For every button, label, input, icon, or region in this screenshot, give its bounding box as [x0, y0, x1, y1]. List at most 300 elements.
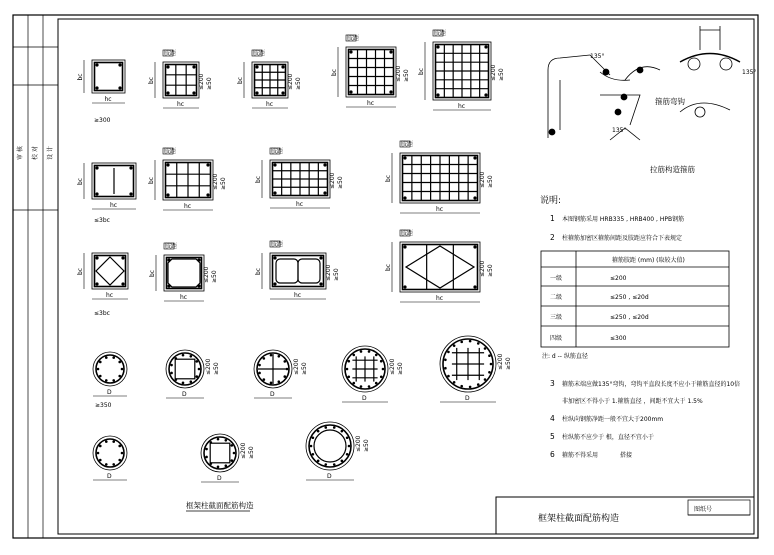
table-row-2-value: ≤250 , ≤20d [610, 294, 649, 301]
dim-ge50: ≥50 [213, 362, 220, 375]
rebar-dot [233, 452, 236, 455]
rebar-dot [352, 382, 355, 385]
rebar-dot [323, 191, 326, 194]
spacing-tag: 肢距 [164, 50, 177, 57]
rebar-dot [473, 285, 476, 288]
rebar-dot [447, 375, 450, 378]
dim-le200: ≤200 [395, 65, 402, 82]
table-header-spacing: 箍筋肢距 (mm) (取较大值) [612, 257, 685, 264]
rebar-dot [118, 445, 121, 448]
stirrup-outer [167, 258, 202, 289]
spacing-tag: 肢距 [164, 148, 177, 155]
dim-D: D [465, 395, 470, 402]
dim-hc: hc [458, 103, 466, 110]
rebar-dot [118, 86, 121, 89]
rebar-dot [375, 354, 378, 357]
note-6-text: 箍筋不得采用 [562, 452, 599, 459]
dim-ge50: ≥50 [333, 268, 340, 281]
rebar-dot [347, 376, 350, 379]
rebar-dot [206, 193, 209, 196]
note-5-text: 柱纵筋不应少于 根，直径不宜小于 [562, 434, 654, 441]
dim-bc: bc [148, 76, 155, 84]
rebar-dot [167, 258, 170, 261]
rebar-dot [197, 284, 200, 287]
rebar-dot [484, 45, 487, 48]
diamond-tie [96, 257, 124, 285]
round-section-4 [342, 346, 388, 402]
rebar-dot [118, 375, 121, 378]
dim-bc: bc [255, 267, 262, 275]
rebar-dot [333, 426, 336, 429]
table-row-3-value: ≤250 , ≤20d [610, 314, 649, 321]
rebar-dot [319, 282, 322, 285]
dim-ge50: ≥50 [295, 77, 302, 90]
spacing-tag: 肢距 [347, 35, 360, 42]
rebar-dot [121, 368, 124, 371]
dim-hc: hc [436, 295, 444, 302]
rect-section-11 [156, 243, 204, 301]
hook-angle-2: 135° [742, 69, 757, 76]
column-sections [77, 29, 512, 482]
rebar-dot [121, 452, 124, 455]
rebar-dot [206, 163, 209, 166]
rebar-dot [118, 63, 121, 66]
dim-le200: ≤200 [293, 358, 300, 375]
rebar-dot [95, 86, 98, 89]
rebar-dot [310, 445, 313, 448]
rect-section-7 [155, 148, 213, 210]
dim-le200: ≤200 [287, 73, 294, 90]
rebar-dot [380, 376, 383, 379]
rebar-dot [118, 459, 121, 462]
dim-le200: ≤200 [479, 260, 486, 277]
rebar-dot [263, 357, 266, 360]
rebar-dot [270, 354, 273, 357]
stirrup-outer [95, 256, 126, 287]
rebar-dot [380, 360, 383, 363]
dim-ratio-1: ≤3bc [94, 217, 110, 224]
rebar-dot [403, 156, 406, 159]
note-3-text: 箍筋末端应做135°弯钩，弯钩平直段长度不应小于箍筋直径的10倍 [562, 381, 741, 388]
rebar-dot [341, 460, 344, 463]
rebar-dot [166, 65, 169, 68]
dim-le200: ≤200 [497, 353, 504, 370]
rebar-dot [360, 385, 363, 388]
rebar-dot [197, 258, 200, 261]
rebar-dot [182, 354, 185, 357]
round-outline [306, 422, 354, 470]
dim-hc: hc [184, 203, 192, 210]
rect-section-13 [392, 230, 480, 302]
rebar-dot [97, 368, 100, 371]
rebar-dot [198, 368, 201, 371]
dim-le200: ≤200 [329, 172, 336, 189]
side-label-1: 审 核 [17, 146, 24, 160]
rebar-dot [368, 385, 371, 388]
rebar-dot [105, 463, 108, 466]
note-3-line2: 非加密区不得小于 1.箍筋直径 ，间距不宜大于 1.5% [562, 398, 703, 405]
rebar-dot [166, 91, 169, 94]
note-d: 注: d -- 纵筋直径 [542, 353, 588, 360]
rebar-dot [95, 256, 98, 259]
hook-angle-1: 135° [590, 53, 605, 60]
rebar-dot [317, 460, 320, 463]
rebar-dot [281, 91, 284, 94]
rebar-dot [95, 63, 98, 66]
rebar-dot [166, 163, 169, 166]
table-row-1-grade: 一级 [550, 275, 563, 282]
note-2-text: 柱箍筋加密区箍筋间距及肢距应符合下表规定 [562, 235, 683, 242]
dim-le200: ≤200 [240, 442, 247, 459]
rebar-dot [436, 93, 439, 96]
dim-bc: bc [77, 177, 84, 185]
dim-ge50: ≥50 [337, 176, 344, 189]
hook-angle-3: 135° [612, 127, 627, 134]
dim-bc: bc [385, 174, 392, 182]
dim-D: D [362, 395, 367, 402]
rebar-dot [349, 50, 352, 53]
rebar-dot [473, 245, 476, 248]
rebar-dot [190, 355, 193, 358]
rebar-dot [447, 351, 450, 354]
note-1-num: 1 [550, 214, 555, 223]
rebar-dot [129, 192, 132, 195]
dim-ge50: ≥50 [220, 177, 227, 190]
rebar-dot [473, 196, 476, 199]
rebar-dot [273, 191, 276, 194]
rebar-dot [112, 440, 115, 443]
rebar-dot [346, 436, 349, 439]
stirrup-outer [403, 245, 478, 290]
dim-bc: bc [149, 269, 156, 277]
rebar-dot [95, 166, 98, 169]
rebar-dot [403, 285, 406, 288]
rebar-dot [323, 163, 326, 166]
rebar-dot [205, 448, 208, 451]
rebar-dot [469, 340, 472, 343]
side-signature-block [16, 145, 54, 160]
rebar-dot [312, 436, 315, 439]
round-section-title: 框架柱截面配筋构造 [186, 501, 254, 510]
rebar-dot [333, 463, 336, 466]
rebar-dot [99, 459, 102, 462]
rect-section-2 [155, 50, 199, 108]
spacing-tag: 肢距 [271, 241, 284, 248]
dim-D: D [107, 389, 112, 396]
rebar-dot [255, 65, 258, 68]
rebar-dot [436, 45, 439, 48]
rebar-dot [484, 347, 487, 350]
dim-bc: bc [385, 263, 392, 271]
rebar-dot [273, 163, 276, 166]
rebar-dot [273, 256, 276, 259]
dim-hc: hc [436, 206, 444, 213]
inner-stirrup-left [276, 259, 298, 283]
rebar-dot [170, 372, 173, 375]
dim-le200: ≤200 [325, 264, 332, 281]
rebar-dot [170, 364, 173, 367]
octagon-tie [168, 259, 200, 287]
dim-bc: bc [331, 68, 338, 76]
rebar-dot [453, 344, 456, 347]
rebar-dot [167, 284, 170, 287]
rebar-dot [488, 354, 491, 357]
dim-ge50: ≥50 [498, 68, 505, 81]
rebar-dot [403, 245, 406, 248]
rebar-dot [444, 367, 447, 370]
inner-stirrup [175, 359, 195, 379]
rebar-dot [121, 256, 124, 259]
dim-hc: hc [106, 292, 114, 299]
table-row-4-value: ≤300 [610, 335, 627, 342]
rebar-dot [488, 371, 491, 374]
rebar-dot [368, 350, 371, 353]
dim-bc: bc [255, 175, 262, 183]
dim-le200: ≤200 [212, 173, 219, 190]
spacing-tag: 肢距 [271, 148, 284, 155]
rebar-dot [346, 453, 349, 456]
rebar-dot [129, 166, 132, 169]
stirrup-outer [95, 63, 123, 91]
rebar-dot [444, 358, 447, 361]
dim-ge50: ≥50 [211, 270, 218, 283]
rebar-dot [477, 342, 480, 345]
rebar-dot [484, 93, 487, 96]
note-6-num: 6 [550, 450, 555, 459]
rebar-dot [105, 356, 108, 359]
dim-min-diameter: ≥350 [95, 402, 112, 409]
spacing-table [541, 251, 729, 347]
rebar-dot [195, 360, 198, 363]
dim-hc: hc [367, 100, 375, 107]
rebar-dot [112, 463, 115, 466]
stirrup-outer [349, 50, 394, 95]
rebar-dot [225, 464, 228, 467]
dim-bc: bc [418, 67, 425, 75]
dim-hc: hc [180, 294, 188, 301]
rebar-dot [99, 375, 102, 378]
rebar-dot [95, 192, 98, 195]
rebar-dot [453, 381, 456, 384]
dim-le200: ≤200 [355, 435, 362, 452]
rect-section-5 [425, 30, 491, 110]
dim-bc: bc [77, 73, 84, 81]
rect-section-8 [262, 148, 330, 208]
dim-ge50: ≥50 [397, 362, 404, 375]
rebar-dot [192, 65, 195, 68]
dim-le200: ≤200 [389, 358, 396, 375]
dim-bc: bc [148, 176, 155, 184]
rebar-dot [348, 445, 351, 448]
rebar-dot [95, 282, 98, 285]
rebar-dot [352, 354, 355, 357]
spiral-stirrup [169, 353, 201, 385]
rebar-dot [490, 363, 493, 366]
note-5-num: 5 [550, 432, 555, 441]
rebar-dot [319, 256, 322, 259]
note-2-num: 2 [550, 233, 555, 242]
spiral-stirrup [96, 355, 124, 383]
rebar-dot [230, 444, 233, 447]
dim-D: D [107, 473, 112, 480]
note-3-num: 3 [550, 379, 555, 388]
rebar-dot [347, 360, 350, 363]
rebar-dot [105, 440, 108, 443]
dim-hc: hc [104, 96, 112, 103]
notes-block [540, 194, 740, 459]
rebar-dot [477, 383, 480, 386]
spacing-tag: 肢距 [401, 141, 414, 148]
rebar-dot [349, 90, 352, 93]
rebar-dot [283, 375, 286, 378]
rebar-dot [182, 382, 185, 385]
dim-D: D [327, 473, 332, 480]
spiral-stirrup [204, 437, 236, 469]
table-row-1-value: ≤200 [610, 275, 627, 282]
section-outline [346, 47, 396, 97]
spacing-tag: 肢距 [434, 30, 447, 37]
spacing-tag: 肢距 [401, 230, 414, 237]
round-section-5 [440, 336, 496, 402]
rebar-dot [273, 282, 276, 285]
rect-section-4 [338, 35, 396, 107]
rect-section-12 [262, 241, 326, 299]
rebar-dot [469, 386, 472, 389]
dim-bc: bc [237, 76, 244, 84]
rebar-dot [324, 426, 327, 429]
rebar-dot [270, 382, 273, 385]
dim-hc: hc [294, 292, 302, 299]
dim-ge50: ≥50 [487, 264, 494, 277]
table-row-2-grade: 二级 [550, 294, 563, 301]
dim-ge50: ≥50 [403, 69, 410, 82]
dim-bc: bc [77, 267, 84, 275]
rebar-dot [317, 430, 320, 433]
notes-heading: 说明: [540, 196, 562, 206]
dim-ge50: ≥50 [505, 357, 512, 370]
dim-le200: ≤200 [198, 73, 205, 90]
rebar-dot [324, 463, 327, 466]
section-outline [400, 242, 480, 292]
dim-ge50: ≥50 [206, 77, 213, 90]
dim-ratio-2: ≤3bc [94, 310, 110, 317]
table-row-4-grade: 四级 [550, 335, 563, 342]
rebar-dot [382, 368, 385, 371]
rebar-dot [278, 355, 281, 358]
dim-ge50: ≥50 [301, 362, 308, 375]
rebar-dot [258, 364, 261, 367]
title-block [496, 497, 754, 534]
dim-D: D [217, 475, 222, 482]
dim-hc: hc [110, 202, 118, 209]
rebar-dot [118, 361, 121, 364]
rebar-dot [217, 466, 220, 469]
rebar-dot [360, 350, 363, 353]
round-section-8 [306, 422, 354, 480]
dim-le200: ≤200 [203, 266, 210, 283]
tie-title: 拉筋构造箍筋 [650, 165, 695, 174]
dim-le200: ≤200 [490, 64, 497, 81]
rebar-dot [312, 453, 315, 456]
rebar-dot [283, 360, 286, 363]
dim-hc: hc [177, 101, 185, 108]
side-label-3: 设 计 [47, 146, 54, 160]
note-6-tail: 搭接 [620, 452, 633, 459]
rebar-dot [112, 379, 115, 382]
rebar-dot [460, 385, 463, 388]
dim-D: D [182, 391, 187, 398]
dim-min-width-1: ≥300 [94, 117, 111, 124]
rebar-dot [192, 91, 195, 94]
dim-D: D [270, 391, 275, 398]
rebar-dot [225, 439, 228, 442]
diamond-tie [406, 246, 474, 288]
rebar-dot [190, 380, 193, 383]
rebar-dot [389, 50, 392, 53]
main-title: 框架柱截面配筋构造 [538, 514, 620, 524]
revision-stamp: 图纸号 [694, 506, 713, 513]
spacing-tag: 肢距 [165, 243, 178, 250]
rebar-dot [341, 430, 344, 433]
stirrup-outer [166, 65, 197, 96]
spiral-stirrup [309, 425, 351, 467]
rebar-dot [473, 156, 476, 159]
note-4-text: 柱纵向钢筋净距一般不宜大于200mm [562, 416, 664, 423]
spiral-stirrup [96, 439, 124, 467]
rebar-dot [105, 379, 108, 382]
spacing-tag: 肢距 [253, 50, 266, 57]
rebar-dot [484, 378, 487, 381]
rebar-dot [205, 456, 208, 459]
rebar-dot [195, 375, 198, 378]
rect-section-9 [392, 141, 480, 213]
rebar-dot [346, 368, 349, 371]
rebar-dot [230, 459, 233, 462]
side-label-2: 校 对 [32, 146, 39, 160]
rebar-dot [97, 452, 100, 455]
dim-hc: hc [266, 101, 274, 108]
inner-ring [314, 430, 346, 462]
rebar-dot [403, 196, 406, 199]
dim-ge50: ≥50 [248, 446, 255, 459]
rebar-dot [278, 380, 281, 383]
rebar-dot [99, 445, 102, 448]
rebar-dot [112, 356, 115, 359]
note-1-text: 本图钢筋采用 HRB335 , HRB400 , HPB钢筋 [562, 216, 685, 223]
rect-section-3 [244, 50, 288, 108]
rebar-dot [99, 361, 102, 364]
rebar-dot [258, 372, 261, 375]
table-row-3-grade: 三级 [550, 314, 563, 321]
hook-details [548, 26, 740, 140]
dim-ge50: ≥50 [487, 175, 494, 188]
hook-title: 箍筋弯钩 [655, 97, 685, 106]
inner-stirrup-right [298, 259, 320, 283]
rebar-dot [263, 378, 266, 381]
dim-le200: ≤200 [479, 171, 486, 188]
note-4-num: 4 [550, 414, 555, 423]
rebar-dot [255, 91, 258, 94]
dim-ge50: ≥50 [363, 439, 370, 452]
rebar-dot [121, 282, 124, 285]
dim-hc: hc [296, 201, 304, 208]
dim-le200: ≤200 [205, 358, 212, 375]
inner-stirrup [210, 443, 230, 463]
rebar-dot [375, 382, 378, 385]
rebar-dot [460, 341, 463, 344]
rebar-dot [166, 193, 169, 196]
rebar-dot [217, 438, 220, 441]
